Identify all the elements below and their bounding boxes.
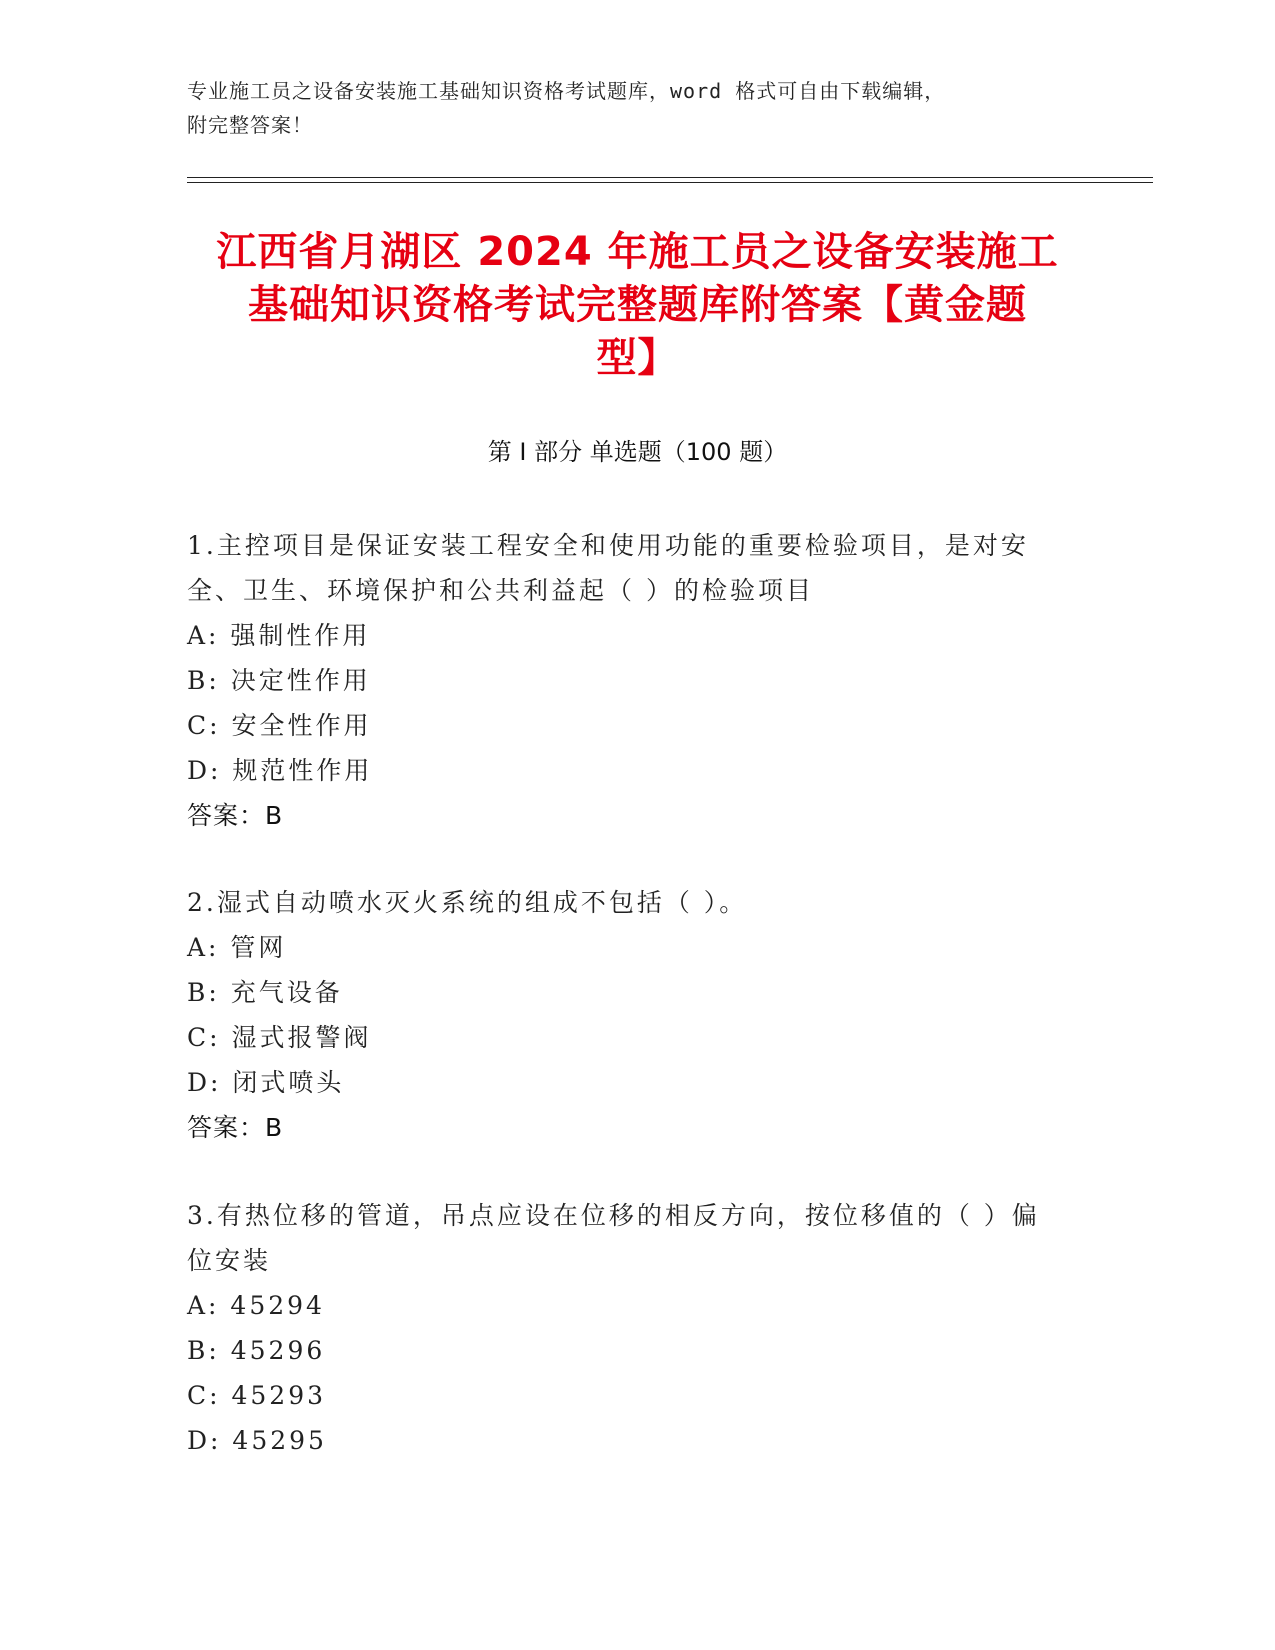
question-2	[187, 880, 1067, 1150]
option-b: B: 45296	[187, 1336, 326, 1365]
header-rule-bottom	[187, 182, 1153, 183]
option-d: D: 规范性作用	[187, 756, 373, 785]
document-title-line3: 型】	[596, 335, 679, 381]
header-note-line2: 附完整答案！	[187, 113, 313, 137]
option-a: A: 45294	[187, 1291, 325, 1320]
option-d: D: 45295	[187, 1426, 327, 1455]
option-c: C: 湿式报警阀	[187, 1023, 372, 1052]
question-3	[187, 1193, 1067, 1463]
header-note	[187, 74, 1067, 142]
document-title	[150, 226, 1125, 385]
option-d: D: 闭式喷头	[187, 1068, 345, 1097]
question-stem-line1: 3.有热位移的管道，吊点应设在位移的相反方向，按位移值的（ ）偏	[187, 1201, 1040, 1230]
option-a: A: 管网	[187, 933, 287, 962]
answer: 答案：B	[187, 801, 284, 830]
option-b: B: 充气设备	[187, 978, 343, 1007]
question-stem-line2: 全、卫生、环境保护和公共利益起（ ）的检验项目	[187, 576, 814, 605]
answer: 答案：B	[187, 1113, 284, 1142]
option-c: C: 安全性作用	[187, 711, 372, 740]
document-title-line1: 江西省月湖区 2024 年施工员之设备安装施工	[216, 229, 1059, 275]
question-stem-line2: 位安装	[187, 1246, 272, 1275]
option-a: A: 强制性作用	[187, 621, 371, 650]
document-title-line2: 基础知识资格考试完整题库附答案【黄金题	[248, 282, 1027, 328]
section-heading: 第 I 部分 单选题（100 题）	[487, 438, 788, 466]
question-1	[187, 523, 1067, 838]
question-stem-line1: 2.湿式自动喷水灭火系统的组成不包括（ ）。	[187, 888, 748, 917]
option-c: C: 45293	[187, 1381, 327, 1410]
header-note-line1: 专业施工员之设备安装施工基础知识资格考试题库，word 格式可自由下载编辑，	[187, 79, 946, 103]
option-b: B: 决定性作用	[187, 666, 371, 695]
question-stem-line1: 1.主控项目是保证安装工程安全和使用功能的重要检验项目，是对安	[187, 531, 1029, 560]
header-rule-top	[187, 177, 1153, 178]
